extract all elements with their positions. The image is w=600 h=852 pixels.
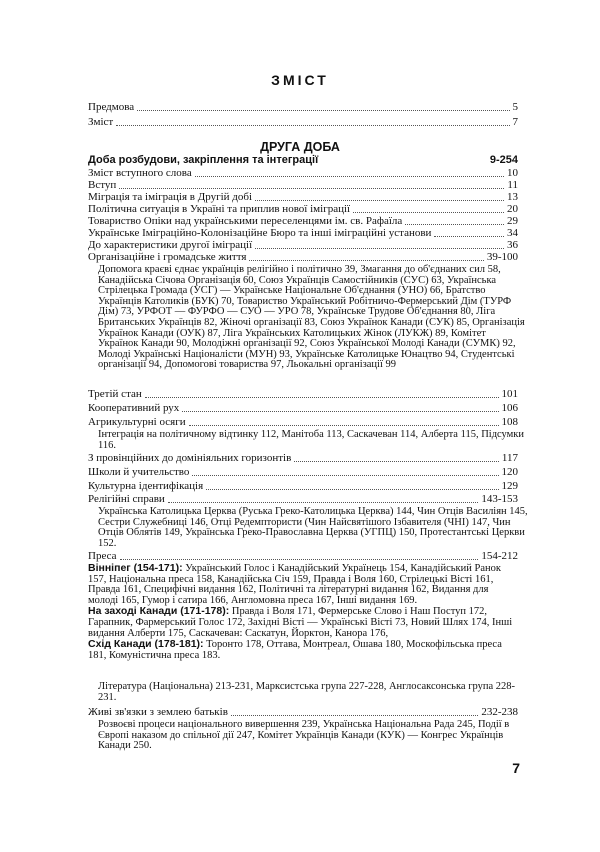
entry-page: 20	[507, 203, 518, 215]
dot-leader	[182, 411, 498, 412]
entry-label: Агрикультурні осяги	[88, 416, 186, 428]
toc-entry	[88, 417, 518, 428]
press-subsection-text: Торонто 178, Оттава, Монтреал, Ошава 180, Москофільська преса 181, Комуністична преса 183.	[88, 639, 502, 661]
toc-entry	[88, 204, 518, 215]
toc-entry-living	[88, 707, 518, 718]
toc-entry	[88, 403, 518, 414]
entry-page: 11	[507, 179, 518, 191]
toc-entry-religion	[88, 494, 518, 505]
dot-leader	[189, 425, 499, 426]
toc-entry	[88, 252, 518, 263]
entry-label: Культурна ідентифікація	[88, 480, 204, 492]
dot-leader	[192, 475, 498, 476]
toc-entry	[88, 240, 518, 251]
dot-leader	[137, 110, 509, 111]
press-subsection	[88, 563, 518, 606]
dot-leader	[168, 502, 479, 503]
press-subsections	[88, 563, 518, 661]
entry-page: 108	[501, 416, 518, 428]
organizations-description: Допомога краєві єднає українців релігійно і політично 39, Змагання до об'єднаних сил 58, Канадійська Січова Організація 60, Союз Українців Самостійників (СУС) 63, Українська Стрілецька Громада (УСГ) — Українське Національне Об'єднання (УНО) 66, Братство Українців Католиків (БУК) 70, Товариство Український Робітничо-Фермерський Дім (ТУРФ Дім) 73, УРФОТ — ФУРФО — СУО — УРО 78, Українське Трудове Об'єднання 80, Ліга Британських Українців 82, Жіночі організації 83, Союз Українок Канади (СУК) 85, Організація Українок Канади (ОУК) 87, Ліга Українських Католицьких Жінок (ЛУКЖ) 89, Комітет Українок Канади 90, Молодіжні організації 92, Союз Української Молоді Канади (СУМК) 92, Молоді Українські Націоналісти (МУН) 93, Українське Католицьке Юнацтво 94, Студентські організації 94, Допомогові товариства 97, Льокальні організації 99	[98, 264, 525, 371]
dot-leader	[145, 397, 499, 398]
toc-entry	[88, 481, 518, 492]
literature-description: Література (Національна) 213-231, Марксистська група 227-228, Англосаксонська група 228-231.	[98, 681, 516, 703]
toc-entry	[88, 216, 518, 227]
entry-label: Політична ситуація в Україні та приплив нової іміграції	[88, 203, 351, 215]
page-title: ЗМІСТ	[271, 72, 329, 88]
entry-label: Вступ	[88, 179, 117, 191]
dot-leader	[249, 260, 483, 261]
religion-description: Українська Католицька Церква (Руська Греко-Католицька Церква) 144, Чин Отців Василіян 145, Сестри Служебниці 146, Отці Редемптористи (Чин Найсвятішого Ізбавителя (ЧНІ) 147, Чин Отців Облятів 149, Українська Греко-Православна Церква (УГПЦ) 150, Протестантські Церкви 152.	[98, 506, 528, 549]
dot-leader	[120, 559, 479, 560]
entry-page: 36	[507, 239, 518, 251]
entry-page: 7	[512, 116, 518, 128]
press-subsection-text: Український Голос і Канадійський Українець 154, Канадійський Ранок 157, Національна преса 158, Канадійська Січ 159, Правда і Воля 160, Стрілецькі Вісті 161, Правда 161, Специфічні видання 162, Політичні та літературні видання 162, Видання для молоді 165, Гумор і сатира 166, Англомовна преса 167, Інші видання 169.	[88, 563, 501, 606]
entry-label: Живі зв'язки з землею батьків	[88, 706, 228, 718]
entry-label: Преса	[88, 550, 117, 562]
dot-leader	[206, 489, 498, 490]
entry-page: 29	[507, 215, 518, 227]
toc-subsection	[88, 155, 518, 166]
entry-label: Релігійні справи	[88, 493, 165, 505]
toc-entry-preface	[88, 102, 518, 113]
toc-entry	[88, 228, 518, 239]
toc-entry	[88, 389, 518, 400]
entry-label: Міграція та іміграція в Другій добі	[88, 191, 253, 203]
entry-page: 232-238	[481, 706, 518, 718]
entry-label: Третій стан	[88, 388, 142, 400]
entry-page: 34	[507, 227, 518, 239]
entry-page: 120	[501, 466, 518, 478]
dot-leader	[255, 200, 504, 201]
entry-page: 106	[501, 402, 518, 414]
dot-leader	[434, 236, 504, 237]
entry-label: Зміст	[88, 116, 114, 128]
press-subsection-head: Вінніпег (154-171):	[88, 562, 183, 574]
entry-page: 129	[501, 480, 518, 492]
entry-page: 10	[507, 167, 518, 179]
toc-entry	[88, 192, 518, 203]
press-subsection	[88, 606, 518, 639]
toc-entry	[88, 180, 518, 191]
dot-leader	[116, 125, 509, 126]
press-subsection	[88, 639, 518, 661]
entry-page: 117	[501, 452, 518, 464]
dot-leader	[353, 212, 504, 213]
entry-label: Українське Іміграційно-Колонізаційне Бюро та інші іміграційні установи	[88, 227, 432, 239]
entry-label: Кооперативний рух	[88, 402, 180, 414]
dot-leader	[231, 715, 478, 716]
entry-page: 39-100	[486, 251, 518, 263]
entry-label: Організаційне і громадське життя	[88, 251, 247, 263]
press-subsection-text: Правда і Воля 171, Фермерське Слово і Наш Поступ 172, Гарапник, Фармерський Голос 172, Західні Вісті — Українські Вісті 73, Новий Шлях 174, Інші видання Алберти 175, Саскачеван: Саскатун, Йорктон, Канора 176,	[88, 606, 513, 639]
entry-page: 5	[512, 101, 518, 113]
integration-description: Інтеграція на політичному відтинку 112, Манітоба 113, Саскачеван 114, Алберта 115, Підсумки 116.	[98, 429, 525, 451]
dot-leader	[294, 461, 499, 462]
toc-entry	[88, 467, 518, 478]
entry-page: 143-153	[481, 493, 518, 505]
section-title: ДРУГА ДОБА	[260, 140, 340, 154]
dot-leader	[195, 176, 504, 177]
subsection-label: Доба розбудови, закріплення та інтеграції	[88, 154, 319, 166]
entry-page: 13	[507, 191, 518, 203]
dot-leader	[405, 224, 504, 225]
dot-leader	[255, 248, 504, 249]
toc-entry	[88, 453, 518, 464]
page-number: 7	[512, 760, 520, 776]
entry-page: 101	[501, 388, 518, 400]
entry-label: Зміст вступного слова	[88, 167, 192, 179]
entry-label: Школи й учительство	[88, 466, 190, 478]
entry-label: Товариство Опіки над українськими переселенцями ім. св. Рафаїла	[88, 215, 403, 227]
entry-label: З провінційних до домініяльних горизонтів	[88, 452, 292, 464]
press-subsection-head: Схід Канади (178-181):	[88, 638, 204, 651]
entry-page: 154-212	[481, 550, 518, 562]
subsection-page: 9-254	[489, 154, 518, 166]
entry-label: Предмова	[88, 101, 135, 113]
toc-entry-contents	[88, 117, 518, 128]
final-description: Розвоєві процеси національного вивершення 239, Українська Національна Рада 245, Події в Європі наказом до спільної дії 247, Комітет Українців Канади (КУК) — Конгрес Українців Канади 250.	[98, 719, 510, 752]
entry-label: До характеристики другої іміграції	[88, 239, 253, 251]
dot-leader	[119, 188, 504, 189]
press-subsection-head: На заході Канади (171-178):	[88, 605, 230, 618]
toc-entry	[88, 168, 518, 179]
toc-entry-press	[88, 551, 518, 562]
